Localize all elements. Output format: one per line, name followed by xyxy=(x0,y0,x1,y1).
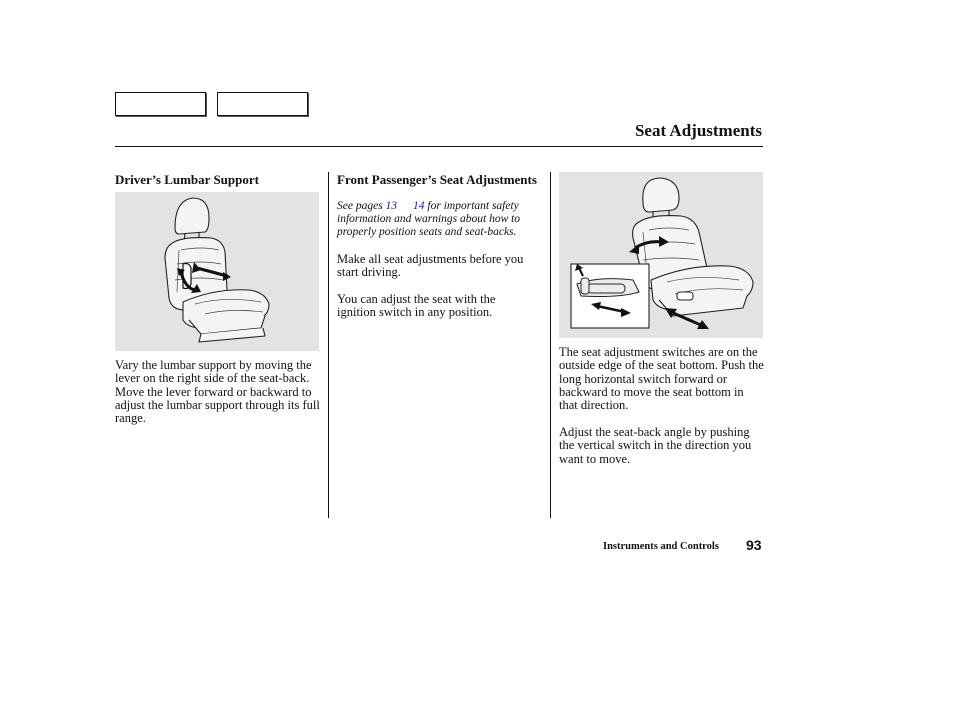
title-divider xyxy=(115,146,763,147)
nav-button-main-menu[interactable] xyxy=(115,92,206,116)
seat-switch-location-text: The seat adjustment switches are on the outside edge of the seat bottom. Push the long horizontal switch forward or backward to move the seat bottom in that direction. xyxy=(559,345,764,413)
passenger-seat-heading: Front Passenger’s Seat Adjustments xyxy=(337,172,537,187)
safety-note-prefix: See pages xyxy=(337,200,386,212)
page-14-link[interactable]: 14 xyxy=(413,200,425,212)
column-divider xyxy=(550,172,551,518)
power-seat-switch-illustration xyxy=(559,172,763,338)
column-divider xyxy=(328,172,329,518)
power-seat-icon xyxy=(559,172,763,338)
page-13-link[interactable]: 13 xyxy=(385,200,398,212)
lumbar-support-text: Vary the lumbar support by moving the lever on the right side of the seat-back. Move the lever forward or backward to adjust the lumbar support through its full range. xyxy=(115,358,320,426)
seat-back-angle-text: Adjust the seat-back angle by pushing the vertical switch in the direction you want to move. xyxy=(559,425,752,466)
section-name: Instruments and Controls xyxy=(603,541,719,552)
safety-note-suffix: for important safety information and warnings about how to properly position seats and seat-backs. xyxy=(337,200,521,238)
ignition-switch-text: You can adjust the seat with the ignition switch in any position. xyxy=(337,292,496,320)
adjust-before-driving-text: Make all seat adjustments before you start driving. xyxy=(337,252,524,280)
nav-button-section-index[interactable] xyxy=(217,92,308,116)
page-title: Seat Adjustments xyxy=(634,121,762,140)
seat-lumbar-lever-illustration xyxy=(115,192,319,351)
lumbar-support-heading: Driver’s Lumbar Support xyxy=(115,172,259,187)
seat-lumbar-icon xyxy=(115,192,319,351)
page-number: 93 xyxy=(746,537,762,553)
safety-note xyxy=(337,200,542,239)
